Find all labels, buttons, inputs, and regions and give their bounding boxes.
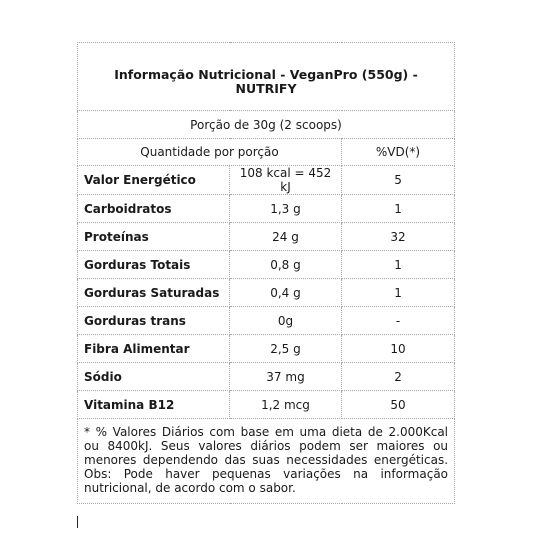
title-row (78, 43, 455, 111)
nutrient-vd: 1 (342, 251, 455, 279)
table-row (78, 195, 455, 223)
nutrient-vd: 32 (342, 223, 455, 251)
nutrient-name: Fibra Alimentar (78, 335, 230, 363)
nutrient-name: Gorduras trans (78, 307, 230, 335)
table-row (78, 363, 455, 391)
footnote-row (78, 419, 455, 504)
nutrient-name: Carboidratos (78, 195, 230, 223)
serving-row (78, 111, 455, 139)
nutrient-amount: 2,5 g (230, 335, 342, 363)
nutrition-table (77, 42, 455, 504)
nutrient-vd: 1 (342, 195, 455, 223)
nutrient-vd: - (342, 307, 455, 335)
table-row (78, 279, 455, 307)
nutrient-name: Proteínas (78, 223, 230, 251)
nutrient-vd: 5 (342, 166, 455, 195)
nutrient-vd: 1 (342, 279, 455, 307)
nutrient-amount: 37 mg (230, 363, 342, 391)
nutrient-name: Sódio (78, 363, 230, 391)
table-row (78, 335, 455, 363)
footnote-text: * % Valores Diários com base em uma dieta de 2.000Kcal ou 8400kJ. Seus valores diários podem ser maiores ou menores dependendo das suas necessidades energéticas. Obs: Pode haver pequenas variações na informação nutricional, de acordo com o sabor. (78, 419, 455, 504)
table-row (78, 251, 455, 279)
header-quantity: Quantidade por porção (78, 139, 342, 166)
nutrient-amount: 0g (230, 307, 342, 335)
header-vd: %VD(*) (342, 139, 455, 166)
text-cursor (77, 516, 78, 528)
header-row (78, 139, 455, 166)
nutrient-amount: 108 kcal = 452 kJ (230, 166, 342, 195)
nutrient-amount: 1,3 g (230, 195, 342, 223)
nutrient-amount: 1,2 mcg (230, 391, 342, 419)
table-title: Informação Nutricional - VeganPro (550g) - NUTRIFY (78, 43, 455, 111)
nutrient-name: Gorduras Saturadas (78, 279, 230, 307)
table-row (78, 307, 455, 335)
table-row (78, 166, 455, 195)
table-row (78, 391, 455, 419)
nutrient-vd: 2 (342, 363, 455, 391)
nutrient-amount: 0,4 g (230, 279, 342, 307)
table-row (78, 223, 455, 251)
serving-size: Porção de 30g (2 scoops) (78, 111, 455, 139)
nutrient-vd: 50 (342, 391, 455, 419)
nutrient-amount: 24 g (230, 223, 342, 251)
nutrient-vd: 10 (342, 335, 455, 363)
nutrient-name: Valor Energético (78, 166, 230, 195)
nutrient-name: Gorduras Totais (78, 251, 230, 279)
nutrient-amount: 0,8 g (230, 251, 342, 279)
nutrient-name: Vitamina B12 (78, 391, 230, 419)
